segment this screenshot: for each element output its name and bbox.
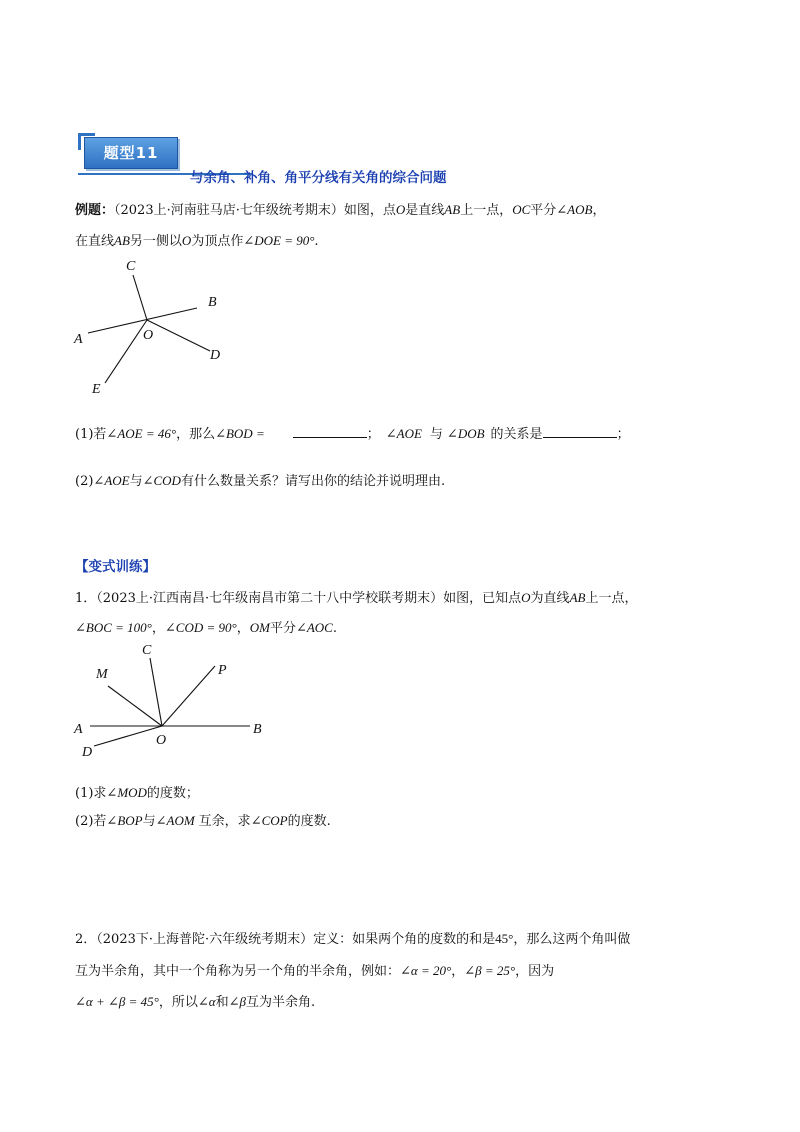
problem-text: ， — [236, 621, 250, 636]
math-expr: ∠α + ∠β = 45° — [75, 994, 159, 1009]
math-expr: ∠AOE = 46° — [106, 426, 177, 441]
problem-2-line-1 — [75, 928, 630, 947]
example-text: 另一侧以 — [129, 234, 182, 249]
math-expr: ∠α — [197, 994, 216, 1009]
question-text: ； — [366, 427, 380, 442]
problem-text: ，因为 — [515, 964, 555, 979]
problem-text: 为直线 — [530, 591, 570, 606]
ray-OC — [150, 658, 162, 726]
ray-OE — [105, 320, 147, 383]
math-var: AB — [444, 202, 461, 217]
label-D: D — [210, 348, 221, 363]
problem-source: （2023下·上海普陀·六年级统考期末） — [96, 932, 314, 947]
label-A: A — [74, 722, 83, 737]
example-text: 如图，点 — [343, 203, 396, 218]
problem-1-question-1 — [75, 782, 199, 801]
math-expr: ∠BOC = 100° — [75, 620, 152, 635]
math-var: AB — [569, 590, 586, 605]
question-text: 的关系是 — [490, 427, 543, 442]
question-text: 的度数. — [287, 814, 331, 829]
math-expr: 45° — [495, 931, 514, 946]
example-question-2 — [75, 470, 445, 489]
problem-text: 平分 — [269, 621, 296, 636]
problem-2-line-2 — [75, 960, 554, 979]
example-source: （2023上·河南驻马店·七年级统考期末） — [114, 203, 344, 218]
ray-OP — [162, 666, 215, 726]
label-B: B — [208, 295, 217, 310]
example-label: 例题： — [75, 203, 115, 218]
example-question-1 — [75, 423, 630, 442]
math-var: O — [395, 202, 406, 217]
ray-OC — [133, 275, 147, 320]
math-var: OM — [249, 620, 270, 635]
problem-text: 上一点， — [585, 591, 638, 606]
problem-text: . — [332, 621, 337, 636]
math-expr: ∠BOP — [106, 813, 143, 828]
math-expr: ∠β = 25° — [464, 963, 516, 978]
label-P: P — [218, 663, 227, 678]
problem-text: ， — [451, 964, 465, 979]
math-expr: ∠AOM — [155, 813, 195, 828]
label-C: C — [126, 259, 136, 274]
ray-OD — [94, 726, 162, 746]
question-number: (1)若 — [75, 427, 107, 442]
problem-text: 互为半余角. — [245, 995, 316, 1010]
example-text: 是直线 — [405, 203, 445, 218]
math-var: O — [521, 590, 531, 605]
problem-text: 互为半余角，其中一个角称为另一个角的半余角，例如： — [75, 964, 401, 979]
label-E: E — [92, 382, 101, 397]
section-title: 【变式训练】 — [75, 559, 156, 575]
problem-text: 定义：如果两个角的度数的和是 — [313, 932, 496, 947]
example-text: 为顶点作 — [191, 234, 244, 249]
label-B: B — [253, 722, 262, 737]
math-expr: ∠α = 20° — [400, 963, 452, 978]
example-text: 在直线 — [75, 234, 115, 249]
example-figure — [60, 250, 250, 400]
example-text: . — [314, 234, 319, 249]
label-C: C — [142, 643, 152, 658]
answer-blank[interactable] — [293, 425, 367, 438]
math-expr: ∠COD = 90° — [164, 620, 237, 635]
math-var: AB — [114, 233, 130, 248]
math-expr: ∠AOE — [385, 426, 422, 441]
question-text: ，那么 — [176, 427, 216, 442]
problem-1-line-2 — [75, 617, 337, 636]
example-line-1 — [75, 199, 605, 218]
math-expr: ∠DOE = 90° — [243, 233, 315, 248]
question-number: (2) — [75, 474, 94, 489]
question-text: 互余，求 — [198, 814, 251, 829]
problem-1-line-1 — [75, 587, 637, 606]
ray-OM — [108, 686, 162, 726]
question-number: (1)求 — [75, 786, 107, 801]
math-expr: ∠AOB — [556, 202, 593, 217]
problem-source: （2023上·江西南昌·七年级南昌市第二十八中学校联考期末） — [96, 591, 444, 606]
answer-blank[interactable] — [543, 425, 617, 438]
badge-label: 题型11 — [84, 137, 178, 169]
label-O: O — [143, 328, 154, 343]
math-expr: ∠AOE — [93, 473, 130, 488]
math-expr: ∠BOD = — [215, 426, 265, 441]
example-line-2 — [75, 230, 319, 249]
question-type-title: 与余角、补角、角平分线有关角的综合问题 — [190, 170, 447, 186]
question-text: 有什么数量关系？请写出你的结论并说明理由. — [180, 474, 446, 489]
problem-text: 和 — [215, 995, 229, 1010]
label-M: M — [96, 667, 108, 682]
problem-1-figure — [70, 638, 280, 768]
question-number: (2)若 — [75, 814, 107, 829]
label-O: O — [156, 733, 167, 748]
problem-text: ，那么这两个角叫做 — [513, 932, 631, 947]
question-text: ； — [616, 427, 630, 442]
math-expr: ∠β — [228, 994, 246, 1009]
label-D: D — [82, 745, 93, 760]
math-var: OC — [512, 202, 531, 217]
example-text: 平分 — [530, 203, 557, 218]
problem-text: 如图，已知点 — [443, 591, 522, 606]
math-expr: ∠COP — [250, 813, 288, 828]
label-A: A — [74, 332, 83, 347]
math-var: O — [181, 233, 192, 248]
problem-number: 2． — [75, 932, 97, 947]
problem-text: ， — [151, 621, 165, 636]
problem-1-question-2 — [75, 810, 331, 829]
question-text: 与 — [429, 427, 443, 442]
math-expr: ∠MOD — [106, 785, 147, 800]
example-text: 上一点， — [460, 203, 513, 218]
math-expr: ∠COD — [142, 473, 181, 488]
math-expr: ∠AOC — [295, 620, 333, 635]
question-text: 与 — [129, 474, 143, 489]
problem-text: ，所以 — [158, 995, 198, 1010]
math-expr: ∠DOB — [446, 426, 485, 441]
question-text: 与 — [142, 814, 156, 829]
problem-2-line-3 — [75, 991, 315, 1010]
problem-number: 1． — [75, 591, 97, 606]
ray-OD — [147, 320, 210, 351]
example-text: ， — [592, 203, 606, 218]
question-text: 的度数； — [146, 786, 199, 801]
